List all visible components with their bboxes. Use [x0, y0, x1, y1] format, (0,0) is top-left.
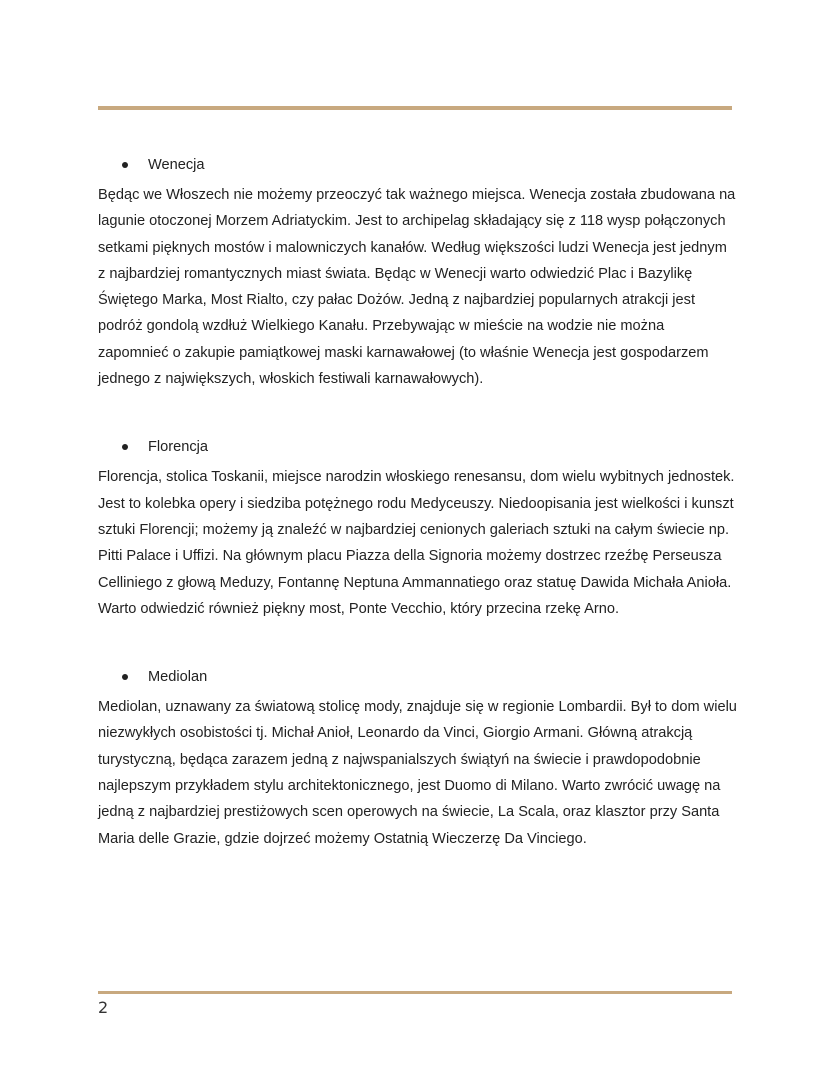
- section-paragraph: Będąc we Włoszech nie możemy przeoczyć tak ważnego miejsca. Wenecja została zbudowana na lagunie otoczonej Morzem Adriatyckim. Jest to archipelag składający się z 118 wysp połączonych setkami pięknych mostów i malowniczych kanałów. Według większości ludzi Wenecja jest jednym z najbardziej romantycznych miast świata. Będąc w Wenecji warto odwiedzić Plac i Bazylikę Świętego Marka, Most Rialto, czy pałac Dożów. Jedną z najbardziej popularnych atrakcji jest podróż gondolą wzdłuż Wielkiego Kanału. Przebywając w mieście na wodzie nie można zapomnieć o zakupie pamiątkowej maski karnawałowej (to właśnie Wenecja jest gospodarzem jednego z największych, włoskich festiwali karnawałowych).: [98, 187, 736, 388]
- section-heading: [98, 662, 738, 692]
- section-heading-text: Mediolan: [148, 669, 208, 686]
- section-paragraph: Florencja, stolica Toskanii, miejsce narodzin włoskiego renesansu, dom wielu wybitnych jednostek. Jest to kolebka opery i siedziba potężnego rodu Medyceuszy. Niedoopisania jest wielkości i kunszt sztuki Florencji; możemy ją znaleźć w najbardziej cenionych galeriach sztuki na całym świecie np. Pitti Palace i Uffizi. Na głównym placu Piazza della Signoria możemy dostrzec rzeźbę Perseusza Celliniego z głową Meduzy, Fontannę Neptuna Ammannatiego oraz statuę Dawida Michała Anioła. Warto odwiedzić również piękny most, Ponte Vecchio, który przecina rzekę Arno.: [98, 469, 735, 617]
- section-mediolan: [98, 662, 738, 852]
- section-paragraph: Mediolan, uznawany za światową stolicę mody, znajduje się w regionie Lombardii. Był to dom wielu niezwykłych osobistości tj. Michał Anioł, Leonardo da Vinci, Giorgio Armani. Główną atrakcją turystyczną, będąca zarazem jedną z najwspanialszych świątyń na świecie i prawdopodobnie najlepszym przykładem stylu architektonicznego, jest Duomo di Milano. Warto zwrócić uwagę na jedną z najbardziej prestiżowych scen operowych na świecie, La Scala, oraz klasztor przy Santa Maria delle Grazie, gdzie dojrzeć możemy Ostatnią Wieczerzę Da Vinciego.: [98, 699, 737, 847]
- section-heading: [98, 432, 738, 462]
- bullet-icon: [122, 162, 128, 168]
- section-heading: [98, 150, 738, 180]
- document-body: [98, 150, 738, 852]
- bottom-divider: [98, 991, 732, 994]
- section-heading-text: Wenecja: [148, 157, 205, 173]
- page-number: 2: [98, 998, 109, 1017]
- section-heading-text: Florencja: [148, 439, 209, 456]
- bullet-icon: [122, 674, 128, 680]
- section-florencja: [98, 432, 738, 622]
- section-wenecja: [98, 150, 738, 392]
- top-divider: [98, 106, 732, 110]
- bullet-icon: [122, 444, 128, 450]
